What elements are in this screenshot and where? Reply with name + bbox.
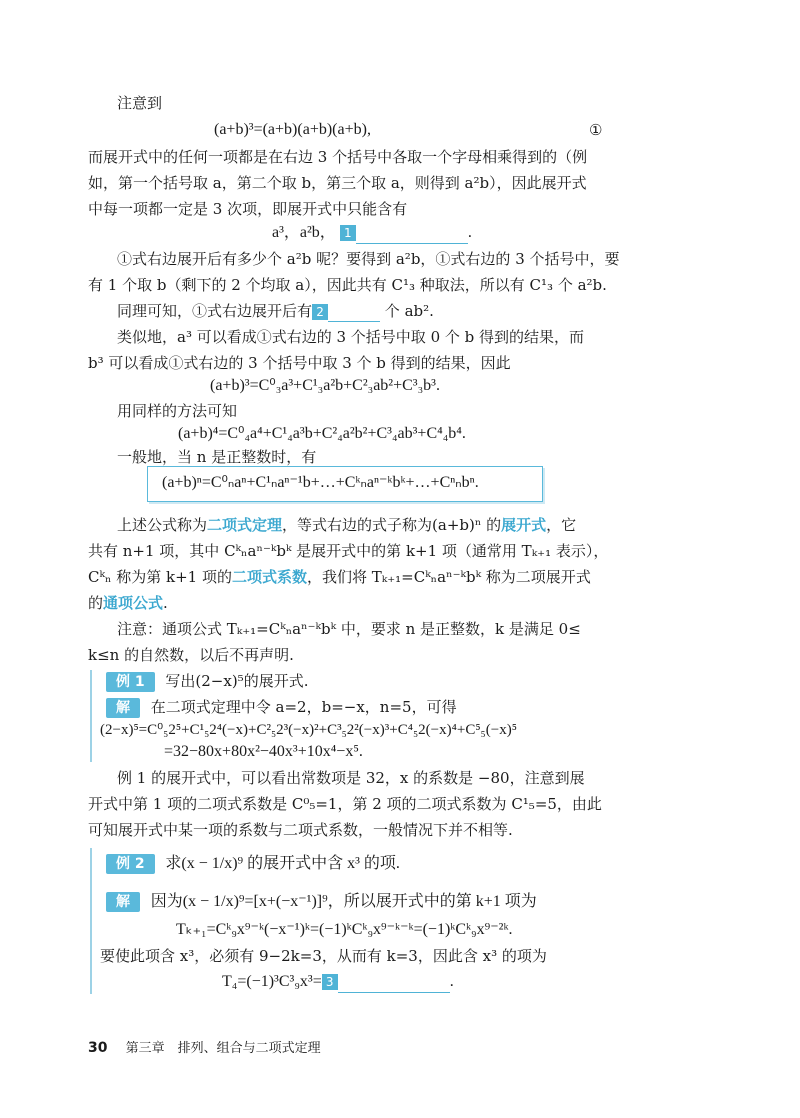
text-line: 可知展开式中某一项的系数与二项式系数，一般情况下并不相等.: [88, 821, 513, 839]
text-part: ，它: [546, 516, 577, 534]
solution-1-formula-2: =32−80x+80x²−40x³+10x⁴−x⁵.: [164, 743, 363, 760]
answer-blank-1[interactable]: 1: [340, 225, 356, 241]
text-line: 用同样的方法可知: [117, 402, 238, 420]
text-line: 例 1 的展开式中，可以看出常数项是 32，x 的系数是 −80，注意到展: [117, 769, 585, 787]
answer-blank-3[interactable]: 3: [322, 974, 338, 990]
solution-1-label: 解: [106, 698, 140, 718]
text-line: b³ 可以看成①式右边的 3 个括号中取 3 个 b 得到的结果，因此: [88, 354, 511, 372]
solution-1-text: 在二项式定理中令 a=2，b=−x，n=5，可得: [150, 698, 457, 716]
text-line: [117, 514, 576, 536]
text-line: [88, 592, 168, 614]
binomial-theorem-formula: (a+b)ⁿ=C⁰ₙaⁿ+C¹ₙaⁿ⁻¹b+…+Cᵏₙaⁿ⁻ᵏbᵏ+…+Cⁿₙbⁿ.: [162, 474, 479, 491]
solution-2-text: 因为(x − 1/x)⁹=[x+(−x⁻¹)]⁹，所以展开式中的第 k+1 项为: [150, 893, 537, 910]
example-2-header: [106, 852, 400, 875]
answer-line-2[interactable]: [328, 303, 380, 322]
text-line: [88, 566, 591, 588]
text-part: .: [163, 594, 168, 612]
example-1-question: 写出(2−x)⁵的展开式.: [165, 672, 309, 690]
text-line: [117, 300, 434, 322]
formula-2: (a+b)³=C⁰₃a³+C¹₃a²b+C²₃ab²+C³₃b³.: [210, 377, 440, 394]
page-footer: [88, 1037, 321, 1056]
text-line: 注意：通项公式 Tₖ₊₁=Cᵏₙaⁿ⁻ᵏbᵏ 中，要求 n 是正整数，k 是满足 0≤: [117, 620, 581, 638]
text-line: 而展开式中的任何一项都是在右边 3 个括号中各取一个字母相乘得到的（例: [88, 148, 588, 166]
text-line: 注意到: [117, 94, 163, 112]
example-2-question: 求(x − 1/x)⁹ 的展开式中含 x³ 的项.: [165, 855, 400, 872]
text-part: ，我们将 Tₖ₊₁=Cᵏₙaⁿ⁻ᵏbᵏ 称为二项展开式: [306, 568, 591, 586]
text-line: 类似地，a³ 可以看成①式右边的 3 个括号中取 0 个 b 得到的结果，而: [117, 328, 585, 346]
text-part: 的: [88, 594, 104, 612]
example-1-bracket: [90, 670, 92, 762]
term-expansion: 展开式: [501, 516, 547, 534]
example-2-bracket: [90, 848, 92, 994]
text-line: 如，第一个括号取 a，第二个取 b，第三个取 a，则得到 a²b），因此展开式: [88, 174, 587, 192]
example-1-label: 例 1: [106, 672, 155, 692]
example-1-header: [106, 670, 308, 692]
example-2-label: 例 2: [106, 854, 155, 874]
text-line: 一般地，当 n 是正整数时，有: [117, 448, 317, 466]
page-number: 30: [88, 1040, 108, 1056]
text-part: 同理可知，①式右边展开后有: [117, 302, 313, 320]
text-line: 要使此项含 x³，必须有 9−2k=3，从而有 k=3，因此含 x³ 的项为: [100, 947, 547, 965]
solution-2-formula-1: Tₖ₊₁=Cᵏ₉x⁹⁻ᵏ(−x⁻¹)ᵏ=(−1)ᵏCᵏ₉x⁹⁻ᵏ⁻ᵏ=(−1)ᵏCᵏ₉x⁹⁻²ᵏ.: [176, 921, 513, 938]
formula-3: (a+b)⁴=C⁰₄a⁴+C¹₄a³b+C²₄a²b²+C³₄ab³+C⁴₄b⁴.: [178, 425, 466, 442]
formula-1: (a+b)³=(a+b)(a+b)(a+b),: [214, 121, 371, 138]
text-line: 中每一项都一定是 3 次项，即展开式中只能含有: [88, 200, 408, 218]
text-part: 上述公式称为: [117, 516, 208, 534]
term-binomial-theorem: 二项式定理: [207, 516, 283, 534]
chapter-title: 第三章 排列、组合与二项式定理: [125, 1041, 321, 1056]
answer-line-1[interactable]: [356, 225, 468, 244]
terms-line: a³，a²b， 1 .: [272, 222, 472, 244]
text-line: 有 1 个取 b（剩下的 2 个均取 a），因此共有 C¹₃ 种取法，所以有 C¹₃ 个 a²b.: [88, 276, 607, 294]
text-line: ①式右边展开后有多少个 a²b 呢？要得到 a²b，①式右边的 3 个括号中，要: [117, 250, 620, 268]
solution-2-formula-2: T₄=(−1)³C³₉x³= 3 .: [222, 971, 454, 993]
answer-line-3[interactable]: [338, 974, 450, 993]
text-part: ，等式右边的式子称为(a+b)ⁿ 的: [282, 516, 502, 534]
text-part: 个 ab².: [384, 302, 434, 320]
text-line: k≤n 的自然数，以后不再声明.: [88, 646, 294, 664]
solution-2-header: [106, 890, 537, 913]
term-binomial-coefficient: 二项式系数: [231, 568, 307, 586]
text-line: 开式中第 1 项的二项式系数是 C⁰₅=1，第 2 项的二项式系数为 C¹₅=5，由此: [88, 795, 602, 813]
solution-2-label: 解: [106, 892, 140, 912]
solution-1-formula-1: (2−x)⁵=C⁰₅2⁵+C¹₅2⁴(−x)+C²₅2³(−x)²+C³₅2²(−x)³+C⁴₅2(−x)⁴+C⁵₅(−x)⁵: [100, 722, 517, 738]
text-part: Cᵏₙ 称为第 k+1 项的: [88, 568, 232, 586]
formula-part: T₄=(−1)³C³₉x³=: [222, 973, 322, 990]
solution-1-header: [106, 696, 457, 718]
terms-text: a³，a²b，: [272, 224, 336, 241]
answer-blank-2[interactable]: 2: [312, 304, 328, 320]
term-general-formula: 通项公式: [103, 594, 164, 612]
formula-tag: ①: [589, 121, 603, 139]
text-line: 共有 n+1 项，其中 Cᵏₙaⁿ⁻ᵏbᵏ 是展开式中的第 k+1 项（通常用 Tₖ₊₁ 表示），: [88, 542, 609, 560]
